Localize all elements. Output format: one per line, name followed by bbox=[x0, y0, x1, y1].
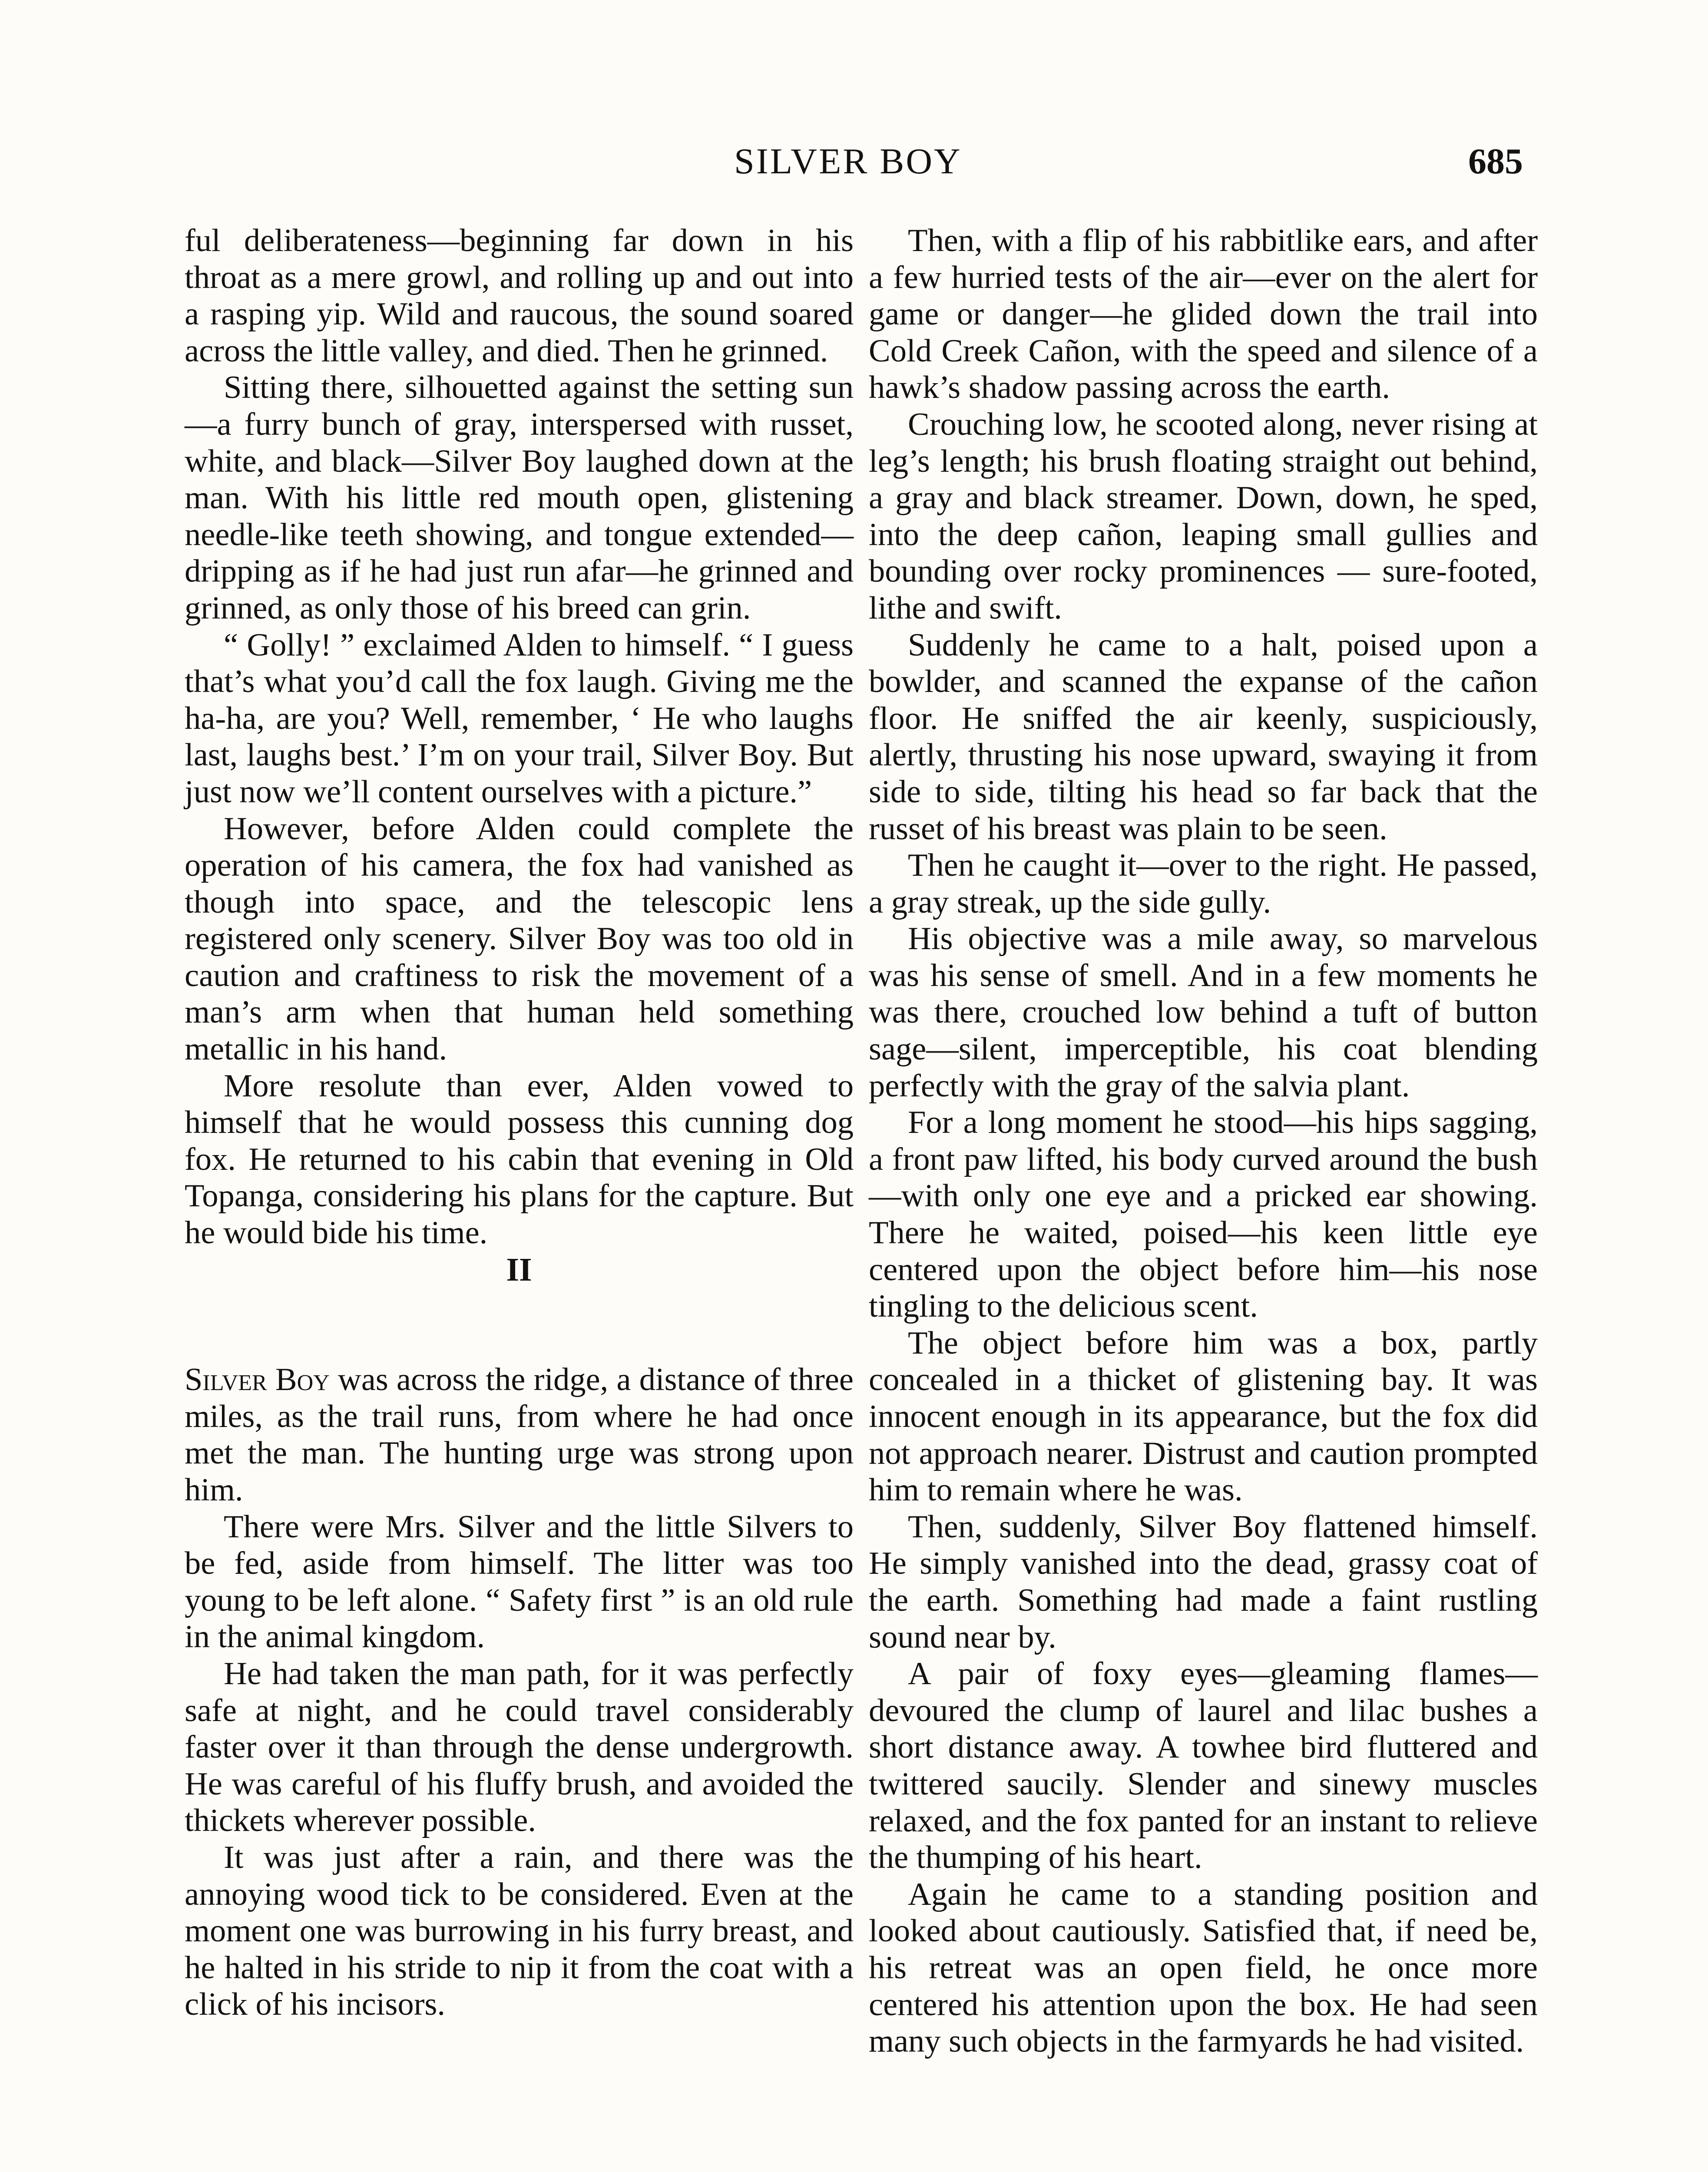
paragraph: He had taken the man path, for it was perfectly safe at night, and he could travel considerably faster over it than through the dense undergrowth. He was careful of his fluffy brush, and avoided the thickets wherever possible. bbox=[185, 1655, 854, 1839]
paragraph: Suddenly he came to a halt, poised upon a bowlder, and scanned the expanse of the cañon floor. He sniffed the air keenly, suspiciously, alertly, thrusting his nose upward, swaying it from side to side, tilting his head so far back that the russet of his breast was plain to be seen. bbox=[869, 627, 1538, 847]
paragraph: More resolute than ever, Alden vowed to himself that he would possess this cunning dog fox. He returned to his cabin that evening in Old Topanga, considering his plans for the capture. But he would bide his time. bbox=[185, 1068, 854, 1251]
paragraph: For a long moment he stood—his hips sagging, a front paw lifted, his body curved around the bush—with only one eye and a pricked ear showing. There he waited, poised—his keen little eye centered upon the object before him—his nose tingling to the delicious scent. bbox=[869, 1105, 1538, 1324]
paragraph: The object before him was a box, partly concealed in a thicket of glistening bay. It was innocent enough in its appearance, but the fox did not approach nearer. Distrust and caution prompted him to remain where he was. bbox=[869, 1325, 1538, 1508]
paragraph: There were Mrs. Silver and the little Silvers to be fed, aside from himself. The litter was too young to be left alone. “ Safety first ” is an old rule in the animal kingdom. bbox=[185, 1509, 854, 1655]
paragraph: Sitting there, silhouetted against the setting sun—a furry bunch of gray, interspersed with russet, white, and black—Silver Boy laughed down at the man. With his little red mouth open, glistening needle-like teeth showing, and tongue extended—dripping as if he had just run afar—he grinned and grinned, as only those of his breed can grin. bbox=[185, 370, 854, 626]
paragraph: ful deliberateness—beginning far down in his throat as a mere growl, and rolling up and out into a rasping yip. Wild and raucous, the sound soared across the little valley, and died. Then he grinned. bbox=[185, 223, 854, 369]
paragraph: “ Golly! ” exclaimed Alden to himself. “ I guess that’s what you’d call the fox laugh. Giving me the ha-ha, are you? Well, remember, ‘ He who laughs last, laughs best.’ I’m on your trail, Silver Boy. But just now we’ll content ourselves with a picture.” bbox=[185, 627, 854, 810]
page-number: 685 bbox=[1468, 141, 1523, 182]
paragraph: Crouching low, he scooted along, never rising at leg’s length; his brush floating straight out behind, a gray and black streamer. Down, down, he sped, into the deep cañon, leaping small gullies and bounding over rocky prominences — sure-footed, lithe and swift. bbox=[869, 406, 1538, 626]
running-title: SILVER BOY bbox=[734, 141, 962, 182]
section-opening-text: was across the ridge, a distance of three miles, as the trail runs, from where he had once met the man. The hunting urge was strong upon him. bbox=[185, 1362, 854, 1508]
paragraph: Again he came to a standing position and looked about cautiously. Satisfied that, if need be, his retreat was an open field, he once more centered his attention upon the box. He had seen many such objects in the farmyards he had visited. bbox=[869, 1876, 1538, 2059]
right-column bbox=[869, 222, 1538, 2060]
paragraph: Then he caught it—over to the right. He passed, a gray streak, up the side gully. bbox=[869, 848, 1538, 920]
left-column bbox=[185, 222, 854, 2023]
section-opening-smallcaps: Silver Boy bbox=[185, 1362, 330, 1398]
paragraph: It was just after a rain, and there was the annoying wood tick to be considered. Even at the moment one was burrowing in his furry breast, and he halted in his stride to nip it from the coat with a click of his incisors. bbox=[185, 1839, 854, 2023]
section-opening-paragraph bbox=[185, 1361, 854, 1508]
paragraph: However, before Alden could complete the operation of his camera, the fox had vanished as though into space, and the telescopic lens registered only scenery. Silver Boy was too old in caution and craftiness to risk the movement of a man’s arm when that human held something metallic in his hand. bbox=[185, 811, 854, 1067]
page-header bbox=[0, 140, 1708, 188]
paragraph: His objective was a mile away, so marvelous was his sense of smell. And in a few moments he was there, crouched low behind a tuft of button sage—silent, imperceptible, his coat blending perfectly with the gray of the salvia plant. bbox=[869, 921, 1538, 1104]
paragraph: Then, suddenly, Silver Boy flattened himself. He simply vanished into the dead, grassy coat of the earth. Something had made a faint rustling sound near by. bbox=[869, 1509, 1538, 1655]
section-heading: II bbox=[506, 1251, 532, 1288]
paragraph: Then, with a flip of his rabbitlike ears, and after a few hurried tests of the air—ever on the alert for game or danger—he glided down the trail into Cold Creek Cañon, with the speed and silence of a hawk’s shadow passing across the earth. bbox=[869, 223, 1538, 406]
paragraph: A pair of foxy eyes—gleaming flames—devoured the clump of laurel and lilac bushes a short distance away. A towhee bird fluttered and twittered saucily. Slender and sinewy muscles relaxed, and the fox panted for an instant to relieve the thumping of his heart. bbox=[869, 1656, 1538, 1876]
